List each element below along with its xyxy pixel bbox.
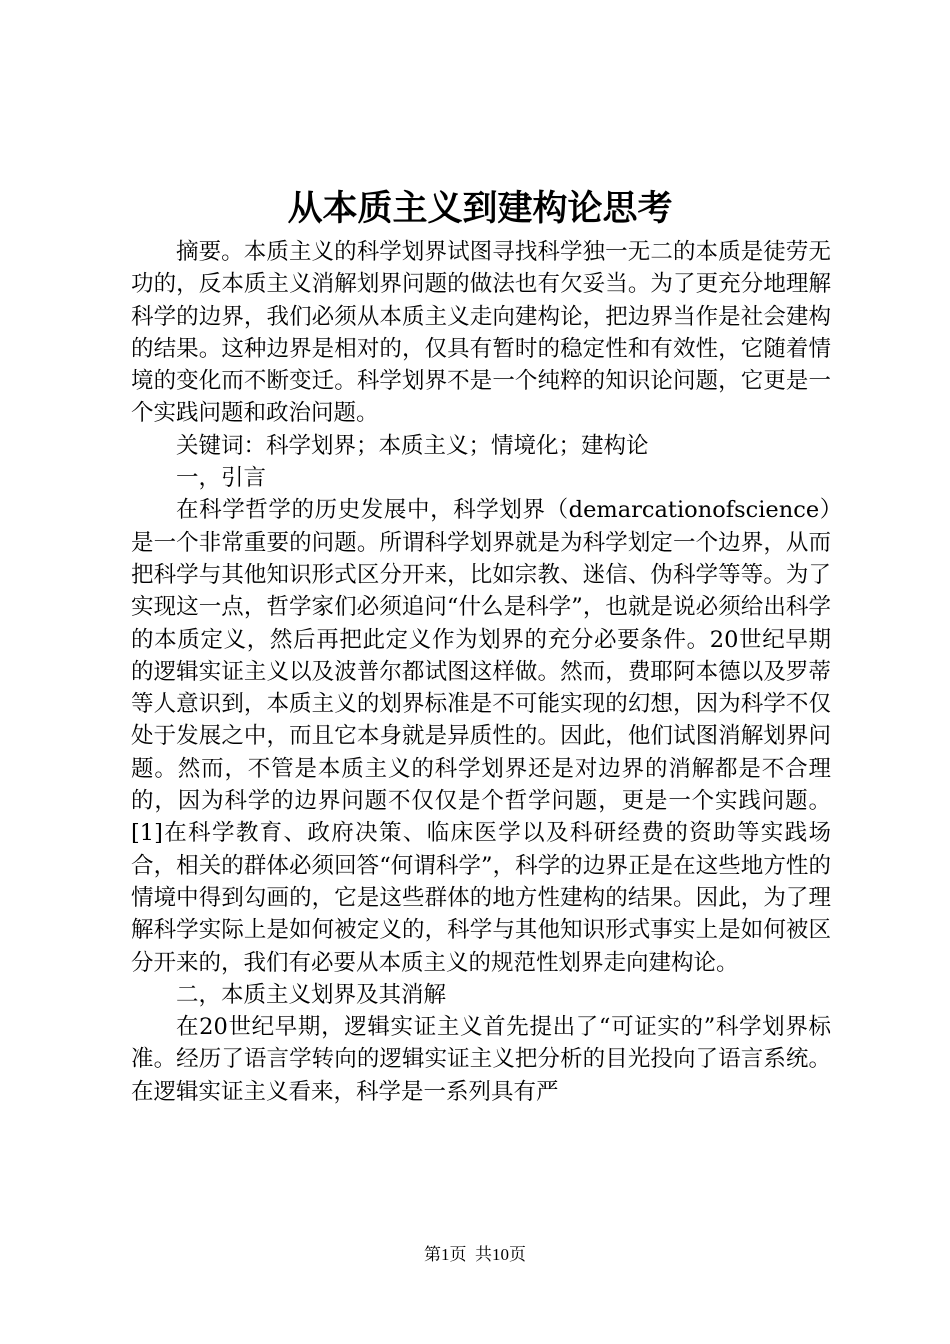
page-total: 共10页 xyxy=(475,1245,526,1264)
footer-spacer xyxy=(467,1245,476,1264)
document-body xyxy=(131,236,831,1108)
keywords-paragraph: 关键词：科学划界；本质主义；情境化；建构论 xyxy=(176,432,649,459)
section-heading-introduction: 一，引言 xyxy=(176,465,267,492)
page-number: 第1页 xyxy=(424,1245,467,1264)
introduction-paragraph: 在科学哲学的历史发展中，科学划界（demarcationofscience）是一个非常重要的问题。所谓科学划界就是为科学划定一个边界，从而把科学与其他知识形式区分开来，比如宗教、迷信、伪科学等等。为了实现这一点，哲学家们必须追问“什么是科学”，也就是说必须给出科学的本质定义，然后再把此定义作为划界的充分必要条件。20世纪早期的逻辑实证主义以及波普尔都试图这样做。然而，费耶阿本德以及罗蒂等人意识到，本质主义的划界标准是不可能实现的幻想，因为科学不仅处于发展之中，而且它本身就是异质性的。因此，他们试图消解划界问题。然而，不管是本质主义的科学划界还是对边界的消解都是不合理的，因为科学的边界问题不仅仅是个哲学问题，更是一个实践问题。[1]在科学教育、政府决策、临床医学以及科研经费的资助等实践场合，相关的群体必须回答“何谓科学”，科学的边界正是在这些地方性的情境中得到勾画的，它是这些群体的地方性建构的结果。因此，为了理解科学实际上是如何被定义的，科学与其他知识形式事实上是如何被区分开来的，我们有必要从本质主义的规范性划界走向建构论。 xyxy=(131,497,831,976)
page-footer xyxy=(0,1244,950,1266)
abstract-paragraph: 摘要。本质主义的科学划界试图寻找科学独一无二的本质是徒劳无功的，反本质主义消解划界问题的做法也有欠妥当。为了更充分地理解科学的边界，我们必须从本质主义走向建构论，把边界当作是社会建构的结果。这种边界是相对的，仅具有暂时的稳定性和有效性，它随着情境的变化而不断变迁。科学划界不是一个纯粹的知识论问题，它更是一个实践问题和政治问题。 xyxy=(131,239,831,427)
essentialism-paragraph: 在20世纪早期，逻辑实证主义首先提出了“可证实的”科学划界标准。经历了语言学转向的逻辑实证主义把分析的目光投向了语言系统。在逻辑实证主义看来，科学是一系列具有严 xyxy=(131,1014,831,1105)
section-heading-essentialism: 二，本质主义划界及其消解 xyxy=(176,981,447,1008)
document-title: 从本质主义到建构论思考 xyxy=(287,188,673,229)
